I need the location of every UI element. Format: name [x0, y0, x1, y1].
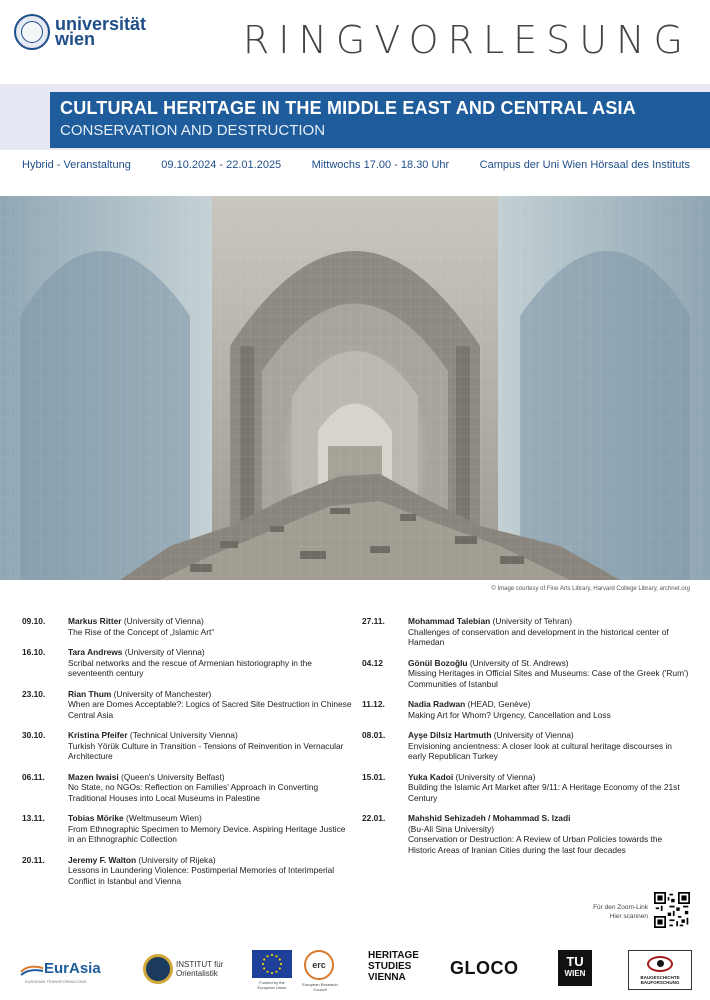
lecture-institution: (Queen's University Belfast) — [118, 771, 225, 782]
lecture-date: 04.12 — [362, 657, 383, 668]
lecture-entry — [362, 772, 692, 804]
lecture-details — [68, 730, 352, 762]
lecture-speaker: Mahshid Sehizadeh / Mohammad S. Izadi — [408, 813, 571, 823]
lecture-date: 22.01. — [362, 813, 386, 823]
lecture-institution: (University of St. Andrews) — [467, 657, 569, 668]
lecture-list-right — [362, 616, 692, 865]
event-location: Campus der Uni Wien Hörsaal des Instituts — [479, 159, 690, 171]
lecture-institution: (University of Vienna) — [491, 730, 574, 740]
image-credit: © Image courtesy of Fine Arts Library, Harvard College Library, archnet.org — [491, 586, 690, 592]
bauforschung-logo: BAUGESCHICHTE BAUFORSCHUNG — [628, 950, 692, 990]
lecture-speaker: Markus Ritter — [68, 616, 122, 626]
lecture-entry — [362, 813, 692, 855]
lecture-details — [408, 616, 692, 648]
university-wordmark: universität wien — [55, 14, 147, 49]
lecture-details — [408, 772, 692, 804]
lecture-institution: (University of Vienna) — [122, 647, 205, 657]
university-seal-icon — [14, 14, 50, 50]
lecture-title: Envisioning ancientness: A closer look at cultural heritage discourses in early Republican Turkey — [408, 740, 672, 761]
lecture-title: From Ethnographic Specimen to Memory Device. Aspiring Heritage Justice in an Ethnographic Collection — [68, 823, 346, 844]
lecture-title: When are Domes Acceptable?: Logics of Sacred Site Destruction in Chinese Central Asia — [68, 699, 352, 720]
lecture-institution: (University of Tehran) — [490, 616, 572, 626]
lecture-details — [68, 855, 352, 887]
main-title: CULTURAL HERITAGE IN THE MIDDLE EAST AND CENTRAL ASIA — [60, 98, 636, 118]
lecture-title: Scribal networks and the rescue of Armenian historiography in the seventeenth century — [68, 657, 312, 678]
lecture-title: Lessons in Laundering Violence: Postimperial Memories of Interimperial Conflict in Istanbul and Vienna — [68, 865, 335, 886]
lecture-speaker: Tara Andrews — [68, 647, 123, 657]
lecture-institution: (University of Vienna) — [121, 616, 204, 626]
lecture-date: 06.11. — [22, 771, 45, 782]
lecture-speaker: Mohammad Talebian — [408, 616, 491, 626]
event-dates: 09.10.2024 - 22.01.2025 — [161, 159, 282, 171]
lecture-speaker: Rian Thum — [68, 688, 112, 699]
heritage-studies-vienna-logo: HERITAGE STUDIES VIENNA — [368, 950, 419, 983]
sponsor-logos — [0, 942, 710, 1000]
lecture-speaker: Gönül Bozoğlu — [408, 657, 468, 668]
erc-logo: erc — [304, 950, 334, 980]
lecture-speaker: Mazen Iwaisi — [68, 771, 119, 782]
lecture-date: 16.10. — [22, 647, 46, 657]
lecture-speaker: Tobias Mörike — [68, 813, 124, 823]
lecture-details — [68, 647, 352, 679]
lecture-speaker: Nadia Radwan — [408, 699, 466, 709]
lecture-details — [68, 813, 352, 845]
lecture-date: 20.11. — [22, 854, 45, 865]
lecture-details — [408, 730, 692, 762]
lecture-details — [68, 689, 352, 721]
lecture-title: Missing Heritages in Official Sites and Museums: Case of the Greek ('Rum') Communities of Istanbul — [408, 668, 689, 689]
event-time: Mittwochs 17.00 - 18.30 Uhr — [311, 159, 450, 171]
lecture-details — [408, 699, 692, 720]
lecture-speaker: Jeremy F. Walton — [68, 854, 137, 865]
lecture-entry — [22, 647, 352, 679]
lecture-institution: (HEAD, Genève) — [465, 699, 531, 709]
lecture-title: The Rise of the Concept of „Islamic Art“ — [68, 626, 215, 637]
lecture-speaker: Ayşe Dilsiz Hartmuth — [408, 730, 492, 740]
title-box — [50, 92, 710, 148]
lecture-institution: (Weltmuseum Wien) — [123, 813, 202, 823]
lecture-date: 08.01. — [362, 730, 386, 740]
lecture-institution: (University of Manchester) — [111, 688, 212, 699]
lecture-date: 11.12. — [362, 699, 385, 709]
erc-caption: European Research Council — [302, 982, 338, 992]
lecture-speaker: Yuka Kadoi — [408, 771, 454, 782]
lecture-date: 30.10. — [22, 730, 46, 740]
lecture-entry — [362, 730, 692, 762]
lecture-details — [68, 616, 352, 637]
lecture-date: 27.11. — [362, 616, 385, 626]
lecture-details — [408, 813, 692, 855]
lecture-details — [408, 658, 692, 690]
orientalistik-emblem-icon — [143, 954, 173, 984]
lecture-entry — [362, 699, 692, 720]
eu-flag-icon — [252, 950, 292, 978]
tu-wien-logo: TU WIEN — [558, 950, 592, 986]
lecture-institution: (Technical University Vienna) — [127, 730, 238, 740]
lecture-speaker: Kristina Pfeifer — [68, 730, 128, 740]
hero-image — [0, 196, 710, 580]
zoom-note: Für den Zoom-Link Hier scannen — [593, 904, 648, 920]
lecture-list-left — [22, 616, 352, 896]
eurasia-logo: EurAsia — [20, 960, 101, 977]
eu-caption: Funded by the European Union — [257, 980, 287, 990]
lecture-title: (Bu-Ali Sina University) Conservation or Destruction: A Review of Urban Policies towards the Historic Areas of Iranian Cities during the last four decades — [408, 823, 663, 855]
eye-icon — [647, 956, 673, 972]
event-info — [22, 159, 690, 171]
subtitle: CONSERVATION AND DESTRUCTION — [60, 122, 326, 139]
lecture-institution: (University of Vienna) — [453, 771, 536, 782]
lecture-title: Building the Islamic Art Market after 9/11: A Heritage Economy of the 21st Century — [408, 782, 680, 803]
gloco-logo: GLOCO — [450, 958, 519, 978]
lecture-institution: (University of Rijeka) — [136, 854, 216, 865]
lecture-entry — [22, 689, 352, 721]
lecture-entry — [362, 658, 692, 690]
university-logo — [14, 12, 164, 52]
qr-code-icon[interactable] — [654, 892, 690, 928]
lecture-date: 09.10. — [22, 616, 46, 626]
lecture-date: 23.10. — [22, 688, 46, 699]
lecture-title: Challenges of conservation and development in the historical center of Hamedan — [408, 626, 669, 647]
series-title: RINGVORLESUNG — [242, 18, 692, 62]
lecture-entry — [22, 616, 352, 637]
lecture-entry — [22, 772, 352, 804]
lecture-date: 15.01. — [362, 771, 386, 782]
lecture-date: 13.11. — [22, 813, 45, 823]
lecture-title: Turkish Yörük Culture in Transition - Tensions of Reinvention in Vernacular Architecture — [68, 740, 344, 761]
lecture-title: No State, no NGOs: Reflection on Families' Approach in Converting Traditional Houses into Local Museums in Palestine — [68, 782, 319, 803]
orientalistik-logo: INSTITUT für Orientalistik — [143, 954, 223, 984]
lecture-entry — [22, 855, 352, 887]
lecture-title: Making Art for Whom? Urgency, Cancellation and Loss — [408, 709, 611, 720]
lecture-entry — [22, 813, 352, 845]
event-format: Hybrid - Veranstaltung — [22, 159, 131, 171]
eurasia-subtitle: EURASIAN TRANSFORMATIONS — [25, 979, 87, 984]
lecture-entry — [22, 730, 352, 762]
lecture-entry — [362, 616, 692, 648]
lecture-details — [68, 772, 352, 804]
